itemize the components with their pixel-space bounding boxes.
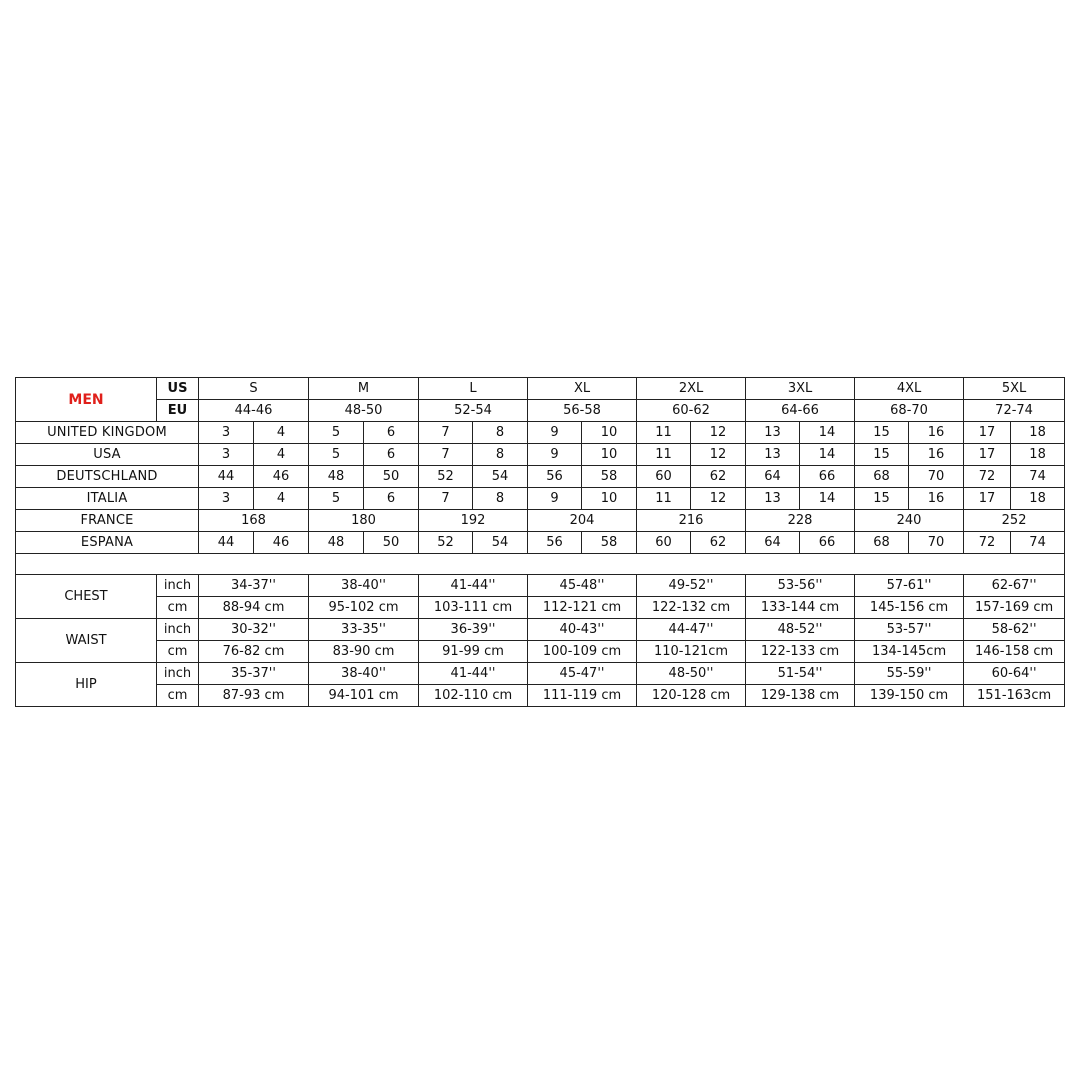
measurement-value: 76-82 cm xyxy=(199,641,309,663)
size-value: 13 xyxy=(746,444,800,466)
size-value: 6 xyxy=(364,422,419,444)
size-value: 180 xyxy=(309,510,419,532)
eu-range: 56-58 xyxy=(528,400,637,422)
size-value: 56 xyxy=(528,466,582,488)
measurement-value: 45-47'' xyxy=(528,663,637,685)
country-name: USA xyxy=(16,444,199,466)
size-label: 4XL xyxy=(855,378,964,400)
size-value: 58 xyxy=(582,466,637,488)
measurement-value: 40-43'' xyxy=(528,619,637,641)
measurement-inch-row xyxy=(16,663,1065,685)
size-value: 64 xyxy=(746,532,800,554)
size-label: L xyxy=(419,378,528,400)
measurement-value: 57-61'' xyxy=(855,575,964,597)
size-label: M xyxy=(309,378,419,400)
eu-range: 68-70 xyxy=(855,400,964,422)
size-label: 3XL xyxy=(746,378,855,400)
measurement-value: 122-133 cm xyxy=(746,641,855,663)
size-value: 11 xyxy=(637,422,691,444)
size-value: 192 xyxy=(419,510,528,532)
eu-range: 44-46 xyxy=(199,400,309,422)
size-value: 50 xyxy=(364,532,419,554)
size-value: 70 xyxy=(909,532,964,554)
size-value: 9 xyxy=(528,444,582,466)
size-value: 10 xyxy=(582,488,637,510)
measurement-value: 58-62'' xyxy=(964,619,1065,641)
measurement-value: 44-47'' xyxy=(637,619,746,641)
unit-label: cm xyxy=(157,597,199,619)
size-value: 11 xyxy=(637,488,691,510)
size-value: 10 xyxy=(582,422,637,444)
size-value: 18 xyxy=(1011,488,1065,510)
measurement-value: 88-94 cm xyxy=(199,597,309,619)
size-value: 240 xyxy=(855,510,964,532)
measurement-value: 53-56'' xyxy=(746,575,855,597)
size-value: 16 xyxy=(909,488,964,510)
size-value: 72 xyxy=(964,532,1011,554)
measurement-value: 55-59'' xyxy=(855,663,964,685)
size-value: 168 xyxy=(199,510,309,532)
measurement-value: 51-54'' xyxy=(746,663,855,685)
size-value: 228 xyxy=(746,510,855,532)
size-value: 8 xyxy=(473,422,528,444)
measurement-value: 53-57'' xyxy=(855,619,964,641)
country-name: ESPANA xyxy=(16,532,199,554)
size-value: 9 xyxy=(528,488,582,510)
size-value: 6 xyxy=(364,488,419,510)
measurement-value: 60-64'' xyxy=(964,663,1065,685)
spacer-row xyxy=(16,554,1065,575)
size-value: 72 xyxy=(964,466,1011,488)
size-label: 5XL xyxy=(964,378,1065,400)
size-value: 66 xyxy=(800,466,855,488)
size-value: 4 xyxy=(254,422,309,444)
size-value: 8 xyxy=(473,488,528,510)
size-value: 16 xyxy=(909,444,964,466)
unit-label: inch xyxy=(157,575,199,597)
size-value: 62 xyxy=(691,466,746,488)
size-value: 58 xyxy=(582,532,637,554)
measurement-value: 139-150 cm xyxy=(855,685,964,707)
size-value: 216 xyxy=(637,510,746,532)
size-value: 4 xyxy=(254,488,309,510)
measurement-cm-row xyxy=(16,685,1065,707)
measurement-value: 129-138 cm xyxy=(746,685,855,707)
size-value: 6 xyxy=(364,444,419,466)
size-value: 17 xyxy=(964,422,1011,444)
measurement-value: 120-128 cm xyxy=(637,685,746,707)
measurement-name: HIP xyxy=(16,663,157,707)
measurement-value: 48-52'' xyxy=(746,619,855,641)
measurement-value: 133-144 cm xyxy=(746,597,855,619)
eu-label: EU xyxy=(157,400,199,422)
measurement-value: 100-109 cm xyxy=(528,641,637,663)
measurement-value: 38-40'' xyxy=(309,663,419,685)
eu-range: 60-62 xyxy=(637,400,746,422)
size-value: 68 xyxy=(855,466,909,488)
measurement-value: 36-39'' xyxy=(419,619,528,641)
size-value: 68 xyxy=(855,532,909,554)
size-value: 46 xyxy=(254,532,309,554)
measurement-value: 134-145cm xyxy=(855,641,964,663)
measurement-inch-row xyxy=(16,575,1065,597)
size-value: 7 xyxy=(419,488,473,510)
eu-range: 64-66 xyxy=(746,400,855,422)
size-value: 7 xyxy=(419,422,473,444)
size-label: 2XL xyxy=(637,378,746,400)
measurement-value: 103-111 cm xyxy=(419,597,528,619)
country-row xyxy=(16,488,1065,510)
size-value: 70 xyxy=(909,466,964,488)
size-value: 13 xyxy=(746,422,800,444)
size-value: 12 xyxy=(691,422,746,444)
size-value: 62 xyxy=(691,532,746,554)
eu-size-row xyxy=(16,400,1065,422)
size-value: 5 xyxy=(309,422,364,444)
size-label: XL xyxy=(528,378,637,400)
measurement-cm-row xyxy=(16,597,1065,619)
size-value: 60 xyxy=(637,466,691,488)
size-value: 15 xyxy=(855,488,909,510)
spacer-cell xyxy=(16,554,1065,575)
measurement-value: 110-121cm xyxy=(637,641,746,663)
size-value: 14 xyxy=(800,444,855,466)
us-size-row xyxy=(16,378,1065,400)
size-value: 11 xyxy=(637,444,691,466)
measurement-value: 157-169 cm xyxy=(964,597,1065,619)
measurement-value: 111-119 cm xyxy=(528,685,637,707)
measurement-value: 102-110 cm xyxy=(419,685,528,707)
measurement-name: WAIST xyxy=(16,619,157,663)
gender-label: MEN xyxy=(16,378,157,422)
size-label: S xyxy=(199,378,309,400)
measurement-value: 41-44'' xyxy=(419,575,528,597)
country-name: FRANCE xyxy=(16,510,199,532)
size-value: 17 xyxy=(964,444,1011,466)
size-value: 74 xyxy=(1011,466,1065,488)
size-value: 60 xyxy=(637,532,691,554)
measurement-name: CHEST xyxy=(16,575,157,619)
size-value: 8 xyxy=(473,444,528,466)
country-row xyxy=(16,422,1065,444)
measurement-value: 41-44'' xyxy=(419,663,528,685)
unit-label: inch xyxy=(157,663,199,685)
country-name: UNITED KINGDOM xyxy=(16,422,199,444)
size-value: 44 xyxy=(199,532,254,554)
eu-range: 52-54 xyxy=(419,400,528,422)
size-value: 10 xyxy=(582,444,637,466)
size-value: 64 xyxy=(746,466,800,488)
size-value: 18 xyxy=(1011,422,1065,444)
measurement-value: 122-132 cm xyxy=(637,597,746,619)
measurement-value: 48-50'' xyxy=(637,663,746,685)
size-value: 48 xyxy=(309,466,364,488)
unit-label: inch xyxy=(157,619,199,641)
eu-range: 72-74 xyxy=(964,400,1065,422)
size-value: 3 xyxy=(199,444,254,466)
size-value: 15 xyxy=(855,422,909,444)
size-value: 66 xyxy=(800,532,855,554)
unit-label: cm xyxy=(157,641,199,663)
measurement-value: 145-156 cm xyxy=(855,597,964,619)
measurement-value: 87-93 cm xyxy=(199,685,309,707)
measurement-value: 146-158 cm xyxy=(964,641,1065,663)
size-value: 54 xyxy=(473,466,528,488)
size-chart-body xyxy=(16,378,1065,707)
country-name: DEUTSCHLAND xyxy=(16,466,199,488)
measurement-value: 30-32'' xyxy=(199,619,309,641)
size-value: 17 xyxy=(964,488,1011,510)
measurement-value: 34-37'' xyxy=(199,575,309,597)
size-value: 15 xyxy=(855,444,909,466)
measurement-value: 62-67'' xyxy=(964,575,1065,597)
size-value: 13 xyxy=(746,488,800,510)
size-value: 46 xyxy=(254,466,309,488)
measurement-value: 94-101 cm xyxy=(309,685,419,707)
measurement-value: 35-37'' xyxy=(199,663,309,685)
measurement-value: 112-121 cm xyxy=(528,597,637,619)
measurement-inch-row xyxy=(16,619,1065,641)
size-value: 44 xyxy=(199,466,254,488)
size-value: 5 xyxy=(309,444,364,466)
size-value: 5 xyxy=(309,488,364,510)
size-value: 48 xyxy=(309,532,364,554)
size-value: 252 xyxy=(964,510,1065,532)
measurement-value: 33-35'' xyxy=(309,619,419,641)
us-label: US xyxy=(157,378,199,400)
country-row xyxy=(16,510,1065,532)
size-value: 12 xyxy=(691,488,746,510)
size-value: 204 xyxy=(528,510,637,532)
size-value: 3 xyxy=(199,488,254,510)
country-name: ITALIA xyxy=(16,488,199,510)
measurement-value: 83-90 cm xyxy=(309,641,419,663)
size-value: 56 xyxy=(528,532,582,554)
size-value: 52 xyxy=(419,466,473,488)
measurement-cm-row xyxy=(16,641,1065,663)
size-value: 74 xyxy=(1011,532,1065,554)
size-value: 7 xyxy=(419,444,473,466)
size-value: 9 xyxy=(528,422,582,444)
size-value: 12 xyxy=(691,444,746,466)
measurement-value: 91-99 cm xyxy=(419,641,528,663)
unit-label: cm xyxy=(157,685,199,707)
measurement-value: 45-48'' xyxy=(528,575,637,597)
size-value: 52 xyxy=(419,532,473,554)
eu-range: 48-50 xyxy=(309,400,419,422)
measurement-value: 38-40'' xyxy=(309,575,419,597)
country-row xyxy=(16,532,1065,554)
size-value: 16 xyxy=(909,422,964,444)
size-value: 3 xyxy=(199,422,254,444)
country-row xyxy=(16,444,1065,466)
size-value: 18 xyxy=(1011,444,1065,466)
country-row xyxy=(16,466,1065,488)
size-chart-table xyxy=(15,377,1065,707)
measurement-value: 151-163cm xyxy=(964,685,1065,707)
size-value: 50 xyxy=(364,466,419,488)
size-value: 14 xyxy=(800,488,855,510)
size-value: 4 xyxy=(254,444,309,466)
measurement-value: 95-102 cm xyxy=(309,597,419,619)
measurement-value: 49-52'' xyxy=(637,575,746,597)
size-value: 54 xyxy=(473,532,528,554)
size-value: 14 xyxy=(800,422,855,444)
